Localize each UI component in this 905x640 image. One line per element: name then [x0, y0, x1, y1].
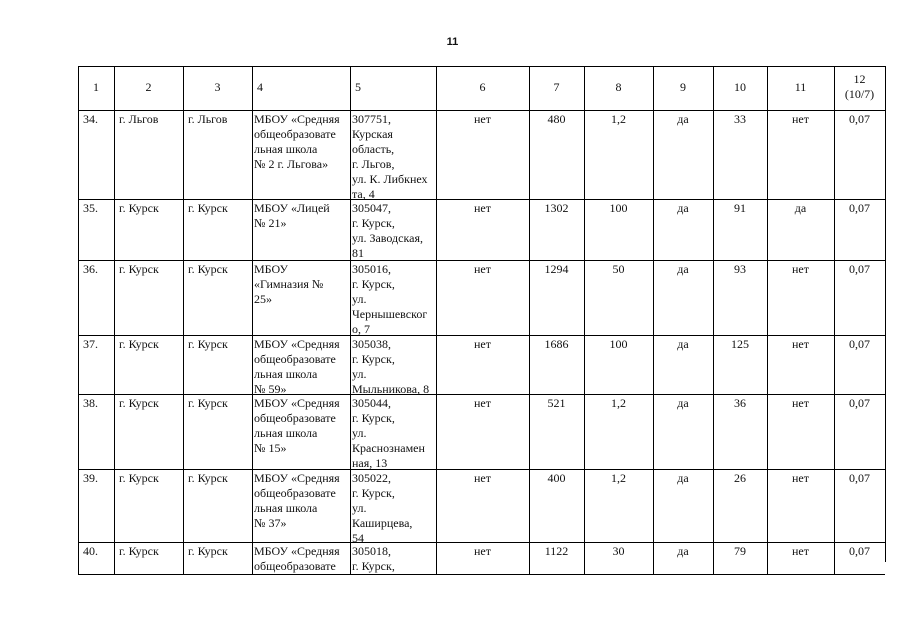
row-7-c10-line: 79: [734, 544, 746, 558]
row-7-c6: [437, 544, 528, 559]
row-5-c9-line: да: [677, 396, 689, 410]
row-5-c9: [654, 396, 712, 411]
row-2-c11-line: да: [794, 201, 807, 215]
row-1-school-line: общеобразовате: [254, 127, 336, 141]
row-4-num-line: 37.: [83, 337, 98, 351]
row-1-c12: [835, 112, 884, 127]
row-3-address-line: г. Курск,: [352, 277, 395, 291]
row-1-settlement-line: г. Льгов: [188, 112, 228, 126]
row-6-address-line: г. Курск,: [352, 486, 395, 500]
row-1-c6: [437, 112, 528, 127]
header-cell-9: [654, 80, 712, 95]
row-5-address-line: ул.: [352, 426, 367, 440]
row-2-address-line: 305047,: [352, 201, 391, 215]
column-divider: [653, 66, 654, 574]
header-cell-12-line: 12: [853, 72, 866, 86]
row-2-num-line: 35.: [83, 201, 98, 215]
column-divider: [767, 66, 768, 574]
row-7-c7-line: 1122: [544, 544, 569, 558]
row-2-c11: [768, 201, 833, 216]
row-6-address: [352, 471, 412, 546]
row-1-school: [254, 112, 340, 172]
row-4-c10: [714, 337, 766, 352]
column-divider: [834, 66, 835, 574]
row-2-district-line: г. Курск: [119, 201, 159, 215]
row-3-c7-line: 1294: [544, 262, 569, 276]
row-4-settlement: [188, 337, 228, 352]
row-6-c11: [768, 471, 833, 486]
row-4-district: [119, 337, 159, 352]
header-cell-3-line: 3: [214, 80, 221, 94]
row-5-c11-line: нет: [792, 396, 809, 410]
header-cell-10-line: 10: [734, 80, 746, 94]
row-6-c7: [530, 471, 583, 486]
row-4-school-line: общеобразовате: [254, 352, 336, 366]
row-2-school: [254, 201, 330, 231]
row-1-district: [119, 112, 158, 127]
row-divider: [78, 66, 885, 67]
row-3-school-line: 25»: [254, 292, 272, 306]
row-4-school-line: № 59»: [254, 382, 287, 396]
row-5-c12: [835, 396, 884, 411]
row-2-c10: [714, 201, 766, 216]
row-4-address: [352, 337, 429, 397]
row-1-address-line: г. Льгов,: [352, 157, 395, 171]
header-cell-1: [79, 80, 113, 95]
row-1-address-line: Курская: [352, 127, 393, 141]
header-cell-1-line: 1: [93, 80, 99, 94]
row-3-address-line: ул.: [352, 292, 367, 306]
row-4-settlement-line: г. Курск: [188, 337, 228, 351]
row-1-school-line: льная школа: [254, 142, 318, 156]
row-5-c8: [585, 396, 652, 411]
row-7-school: [254, 544, 340, 574]
header-cell-11-line: 11: [794, 80, 807, 94]
column-divider: [436, 66, 437, 574]
row-6-c11-line: нет: [792, 471, 809, 485]
row-6-school-line: № 37»: [254, 516, 287, 530]
row-3-c11: [768, 262, 833, 277]
column-divider: [183, 66, 184, 574]
row-2-c8-line: 100: [609, 201, 628, 215]
row-divider: [78, 110, 885, 111]
header-cell-4-line: 4: [257, 80, 263, 94]
header-cell-3: [184, 80, 251, 95]
row-3-c11-line: нет: [792, 262, 809, 276]
row-divider: [78, 335, 885, 336]
row-4-c7: [530, 337, 583, 352]
row-1-address: [352, 112, 428, 202]
row-6-district-line: г. Курск: [119, 471, 159, 485]
row-3-settlement-line: г. Курск: [188, 262, 228, 276]
column-divider: [584, 66, 585, 574]
row-7-c9-line: да: [677, 544, 689, 558]
row-7-num-line: 40.: [83, 544, 98, 558]
header-cell-12: [835, 72, 884, 102]
row-2-district: [119, 201, 159, 216]
row-2-address: [352, 201, 423, 261]
row-2-school-line: МБОУ «Лицей: [254, 201, 330, 215]
column-divider: [350, 66, 351, 574]
row-1-c8: [585, 112, 652, 127]
row-1-c7-line: 480: [547, 112, 566, 126]
row-5-address-line: ная, 13: [352, 456, 388, 470]
row-6-c7-line: 400: [547, 471, 566, 485]
row-2-address-line: ул. Заводская,: [352, 231, 423, 245]
row-1-c8-line: 1,2: [611, 112, 626, 126]
row-3-school-line: МБОУ: [254, 262, 288, 276]
row-3-num: [83, 262, 98, 277]
row-4-address-line: 305038,: [352, 337, 391, 351]
row-1-c6-line: нет: [474, 112, 491, 126]
row-5-address-line: Краснознамен: [352, 441, 425, 455]
header-cell-8-line: 8: [615, 80, 622, 94]
row-1-c12-line: 0,07: [849, 112, 870, 126]
row-4-district-line: г. Курск: [119, 337, 159, 351]
row-1-num: [83, 112, 98, 127]
row-3-c9-line: да: [677, 262, 689, 276]
row-3-settlement: [188, 262, 228, 277]
row-4-address-line: ул.: [352, 367, 367, 381]
row-divider: [78, 199, 885, 200]
row-5-c8-line: 1,2: [611, 396, 626, 410]
header-cell-2-line: 2: [145, 80, 152, 94]
row-3-address-line: 305016,: [352, 262, 391, 276]
row-6-school-line: общеобразовате: [254, 486, 336, 500]
row-3-address-line: Чернышевског: [352, 307, 428, 321]
row-7-c12: [835, 544, 884, 559]
row-5-settlement: [188, 396, 228, 411]
row-6-address-line: 54: [352, 531, 364, 545]
row-6-address-line: 305022,: [352, 471, 391, 485]
header-cell-2: [115, 80, 182, 95]
row-6-district: [119, 471, 159, 486]
row-4-c7-line: 1686: [544, 337, 569, 351]
row-3-school: [254, 262, 323, 307]
row-5-c10-line: 36: [734, 396, 746, 410]
row-5-num-line: 38.: [83, 396, 98, 410]
row-2-c7: [530, 201, 583, 216]
row-3-c6-line: нет: [474, 262, 491, 276]
row-6-school: [254, 471, 340, 531]
header-cell-12-line: (10/7): [844, 87, 875, 101]
row-1-address-line: ул. К. Либкнех: [352, 172, 428, 186]
row-6-address-line: Каширцева,: [352, 516, 413, 530]
row-1-c11-line: нет: [792, 112, 809, 126]
row-5-district-line: г. Курск: [119, 396, 159, 410]
row-7-district: [119, 544, 159, 559]
column-divider: [78, 66, 79, 574]
row-2-c12: [835, 201, 884, 216]
row-7-settlement-line: г. Курск: [188, 544, 228, 558]
header-cell-4: [257, 80, 263, 95]
row-5-num: [83, 396, 98, 411]
row-5-school-line: общеобразовате: [254, 411, 336, 425]
row-divider: [78, 260, 885, 261]
row-4-c10-line: 125: [731, 337, 749, 351]
row-1-school-line: № 2 г. Льгова»: [254, 157, 329, 171]
row-4-c9: [654, 337, 712, 352]
row-1-c9: [654, 112, 712, 127]
row-2-c9-line: да: [677, 201, 689, 215]
row-4-address-line: Мыльникова, 8: [352, 382, 430, 396]
row-2-c9: [654, 201, 712, 216]
row-3-address: [352, 262, 427, 337]
row-5-school: [254, 396, 340, 456]
row-5-school-line: льная школа: [254, 426, 318, 440]
row-4-num: [83, 337, 98, 352]
row-6-address-line: ул.: [352, 501, 367, 515]
row-4-school-line: МБОУ «Средняя: [254, 337, 340, 351]
row-4-c6: [437, 337, 528, 352]
row-5-c7-line: 521: [547, 396, 566, 410]
row-7-address-line: 305018,: [352, 544, 391, 558]
row-6-settlement-line: г. Курск: [188, 471, 228, 485]
row-7-c12-line: 0,07: [849, 544, 870, 558]
row-5-address: [352, 396, 425, 471]
row-1-c7: [530, 112, 583, 127]
row-5-c6: [437, 396, 528, 411]
row-6-c8-line: 1,2: [611, 471, 626, 485]
row-3-c8: [585, 262, 652, 277]
row-7-school-line: МБОУ «Средняя: [254, 544, 340, 558]
row-2-address-line: 81: [352, 246, 364, 260]
row-5-address-line: 305044,: [352, 396, 391, 410]
row-1-district-line: г. Льгов: [119, 112, 159, 126]
header-cell-5-line: 5: [355, 80, 361, 94]
row-3-c9: [654, 262, 712, 277]
row-4-c11-line: нет: [792, 337, 809, 351]
row-7-district-line: г. Курск: [119, 544, 159, 558]
row-1-school-line: МБОУ «Средняя: [254, 112, 340, 126]
header-cell-9-line: 9: [680, 80, 686, 94]
row-4-school-line: льная школа: [254, 367, 318, 381]
row-6-num: [83, 471, 98, 486]
row-6-c6: [437, 471, 528, 486]
row-6-c10-line: 26: [734, 471, 746, 485]
row-1-address-line: та, 4: [352, 187, 375, 201]
row-2-c6: [437, 201, 528, 216]
row-1-c10-line: 33: [734, 112, 746, 126]
row-4-c12: [835, 337, 884, 352]
row-divider: [78, 394, 885, 395]
row-divider: [78, 469, 885, 470]
row-6-school-line: МБОУ «Средняя: [254, 471, 340, 485]
row-5-c11: [768, 396, 833, 411]
column-divider: [114, 66, 115, 574]
row-3-c10: [714, 262, 766, 277]
row-2-c12-line: 0,07: [849, 201, 870, 215]
row-7-c10: [714, 544, 766, 559]
row-4-c8: [585, 337, 652, 352]
row-6-c10: [714, 471, 766, 486]
row-1-settlement: [188, 112, 227, 127]
row-3-c12-line: 0,07: [849, 262, 870, 276]
row-3-district: [119, 262, 159, 277]
row-7-c9: [654, 544, 712, 559]
header-cell-5: [355, 80, 361, 95]
column-divider: [252, 66, 253, 574]
row-3-c10-line: 93: [734, 262, 746, 276]
row-2-address-line: г. Курск,: [352, 216, 395, 230]
row-6-c12-line: 0,07: [849, 471, 870, 485]
row-5-c10: [714, 396, 766, 411]
row-7-c7: [530, 544, 583, 559]
row-3-c7: [530, 262, 583, 277]
row-7-address: [352, 544, 395, 574]
row-5-school-line: № 15»: [254, 441, 287, 455]
row-6-settlement: [188, 471, 228, 486]
row-7-c11: [768, 544, 833, 559]
row-3-c8-line: 50: [612, 262, 625, 276]
row-4-c6-line: нет: [474, 337, 491, 351]
row-6-c9: [654, 471, 712, 486]
row-1-c9-line: да: [677, 112, 689, 126]
row-5-school-line: МБОУ «Средняя: [254, 396, 340, 410]
header-cell-7: [530, 80, 583, 95]
row-4-address-line: г. Курск,: [352, 352, 395, 366]
row-divider: [78, 542, 885, 543]
row-3-c6: [437, 262, 528, 277]
row-1-c11: [768, 112, 833, 127]
row-1-num-line: 34.: [83, 112, 98, 126]
row-7-school-line: общеобразовате: [254, 559, 336, 573]
column-divider: [713, 66, 714, 574]
header-cell-8: [585, 80, 652, 95]
row-3-address-line: о, 7: [352, 322, 370, 336]
row-3-num-line: 36.: [83, 262, 98, 276]
row-2-settlement: [188, 201, 228, 216]
header-cell-10: [714, 80, 766, 95]
row-7-c6-line: нет: [474, 544, 491, 558]
row-3-school-line: «Гимназия №: [254, 277, 324, 291]
column-divider: [529, 66, 530, 574]
row-6-c8: [585, 471, 652, 486]
row-6-c9-line: да: [677, 471, 689, 485]
row-4-c11: [768, 337, 833, 352]
row-4-school: [254, 337, 340, 397]
row-6-num-line: 39.: [83, 471, 98, 485]
row-2-school-line: № 21»: [254, 216, 287, 230]
row-4-c8-line: 100: [609, 337, 628, 351]
row-7-c8-line: 30: [612, 544, 625, 558]
row-2-c10-line: 91: [734, 201, 746, 215]
row-3-district-line: г. Курск: [119, 262, 159, 276]
row-5-district: [119, 396, 159, 411]
row-7-num: [83, 544, 98, 559]
row-4-c12-line: 0,07: [849, 337, 870, 351]
row-2-settlement-line: г. Курск: [188, 201, 228, 215]
row-5-c6-line: нет: [474, 396, 491, 410]
header-cell-6: [437, 80, 528, 95]
header-cell-11: [768, 80, 833, 95]
row-5-address-line: г. Курск,: [352, 411, 395, 425]
table-bottom-rule: [78, 574, 885, 575]
header-cell-7-line: 7: [553, 80, 560, 94]
row-6-c6-line: нет: [474, 471, 491, 485]
row-4-c9-line: да: [677, 337, 689, 351]
row-2-c6-line: нет: [474, 201, 491, 215]
row-6-c12: [835, 471, 884, 486]
column-divider: [885, 66, 886, 562]
row-1-c10: [714, 112, 766, 127]
row-2-num: [83, 201, 98, 216]
page-number: 11: [446, 36, 459, 48]
row-5-c12-line: 0,07: [849, 396, 870, 410]
row-6-school-line: льная школа: [254, 501, 318, 515]
row-7-c8: [585, 544, 652, 559]
row-5-settlement-line: г. Курск: [188, 396, 228, 410]
header-cell-6-line: 6: [479, 80, 486, 94]
row-2-c7-line: 1302: [544, 201, 569, 215]
row-2-c8: [585, 201, 652, 216]
row-1-address-line: 307751,: [352, 112, 391, 126]
row-3-c12: [835, 262, 884, 277]
row-1-address-line: область,: [352, 142, 395, 156]
row-7-address-line: г. Курск,: [352, 559, 395, 573]
row-5-c7: [530, 396, 583, 411]
row-7-c11-line: нет: [792, 544, 809, 558]
row-7-settlement: [188, 544, 228, 559]
